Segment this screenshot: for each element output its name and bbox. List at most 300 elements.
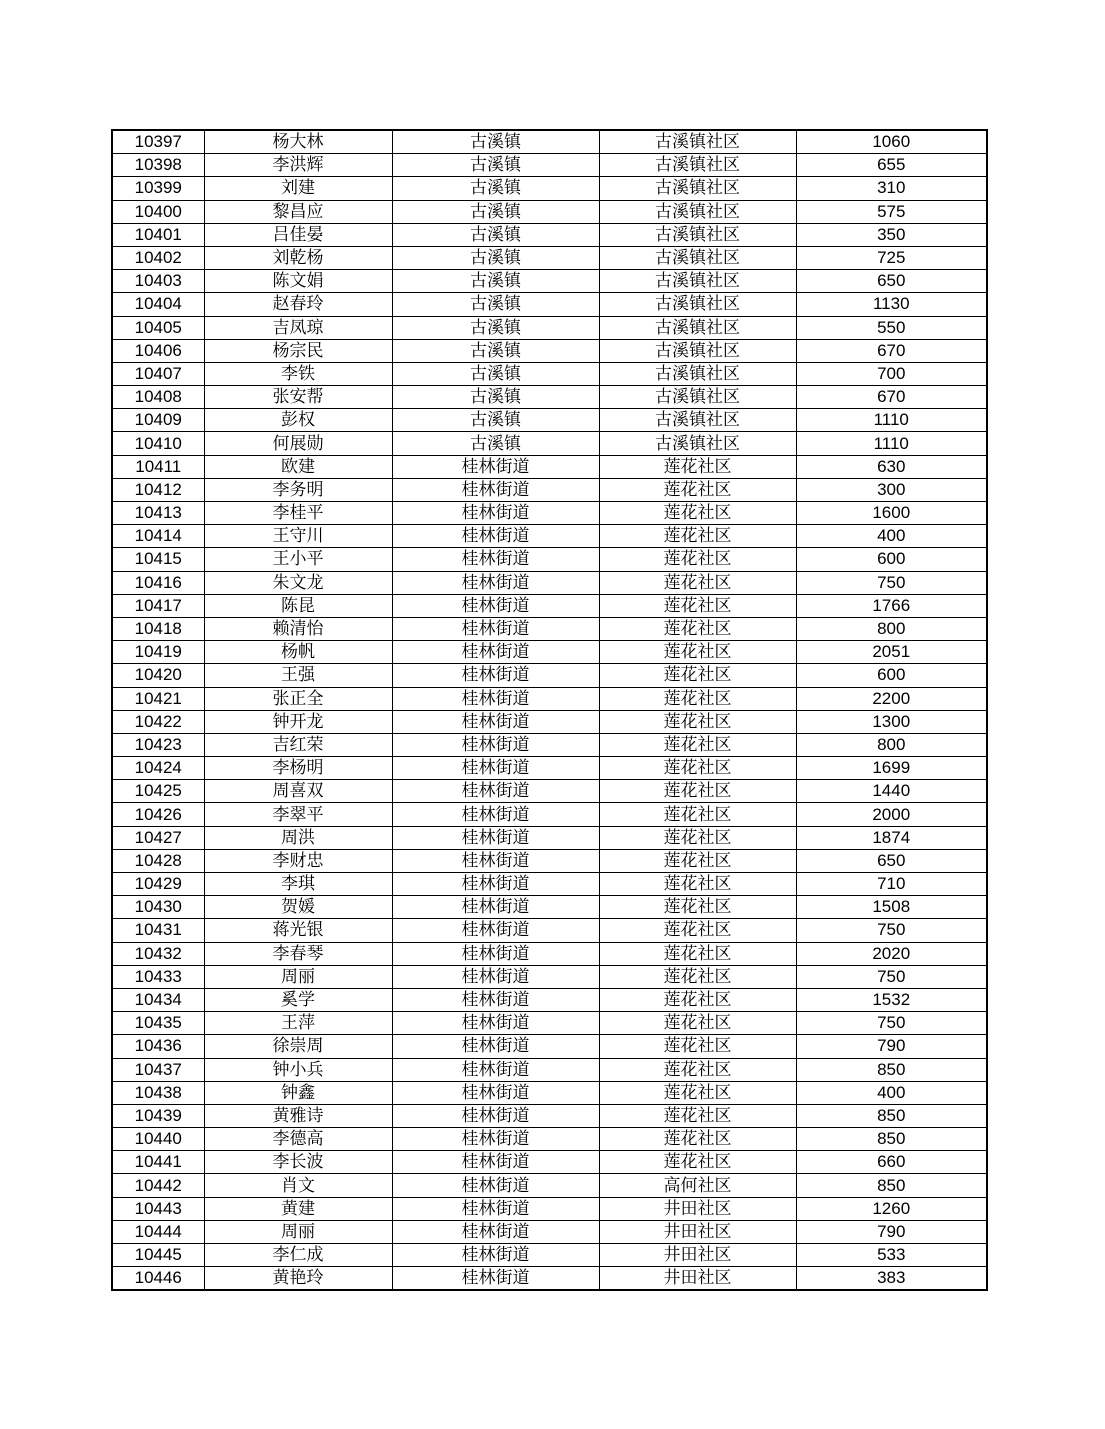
town-cell: 桂林街道 — [392, 1151, 599, 1174]
town-cell: 桂林街道 — [392, 1197, 599, 1220]
table-body — [112, 130, 987, 1290]
table-row — [112, 455, 987, 478]
amount-cell: 575 — [796, 200, 987, 223]
table-row — [112, 780, 987, 803]
id-cell: 10426 — [112, 803, 204, 826]
id-cell: 10406 — [112, 339, 204, 362]
name-cell: 赖清怡 — [204, 617, 392, 640]
table-row — [112, 942, 987, 965]
town-cell: 桂林街道 — [392, 919, 599, 942]
town-cell: 古溪镇 — [392, 386, 599, 409]
id-cell: 10428 — [112, 849, 204, 872]
community-cell: 莲花社区 — [599, 525, 796, 548]
name-cell: 李长波 — [204, 1151, 392, 1174]
name-cell: 奚学 — [204, 988, 392, 1011]
table-row — [112, 710, 987, 733]
name-cell: 李洪辉 — [204, 154, 392, 177]
name-cell: 陈昆 — [204, 594, 392, 617]
name-cell: 刘乾杨 — [204, 246, 392, 269]
town-cell: 桂林街道 — [392, 710, 599, 733]
name-cell: 何展勋 — [204, 432, 392, 455]
community-cell: 莲花社区 — [599, 757, 796, 780]
table-row — [112, 478, 987, 501]
amount-cell: 850 — [796, 1104, 987, 1127]
amount-cell: 850 — [796, 1128, 987, 1151]
id-cell: 10414 — [112, 525, 204, 548]
name-cell: 王强 — [204, 664, 392, 687]
amount-cell: 310 — [796, 177, 987, 200]
id-cell: 10400 — [112, 200, 204, 223]
name-cell: 李翠平 — [204, 803, 392, 826]
name-cell: 张正全 — [204, 687, 392, 710]
town-cell: 桂林街道 — [392, 1220, 599, 1243]
community-cell: 莲花社区 — [599, 873, 796, 896]
table-row — [112, 270, 987, 293]
town-cell: 桂林街道 — [392, 1012, 599, 1035]
id-cell: 10446 — [112, 1267, 204, 1291]
table-row — [112, 246, 987, 269]
town-cell: 桂林街道 — [392, 1104, 599, 1127]
name-cell: 李务明 — [204, 478, 392, 501]
table-row — [112, 594, 987, 617]
amount-cell: 400 — [796, 1081, 987, 1104]
community-cell: 莲花社区 — [599, 687, 796, 710]
community-cell: 莲花社区 — [599, 849, 796, 872]
id-cell: 10416 — [112, 571, 204, 594]
town-cell: 桂林街道 — [392, 502, 599, 525]
name-cell: 杨大林 — [204, 130, 392, 154]
id-cell: 10440 — [112, 1128, 204, 1151]
name-cell: 吉红荣 — [204, 733, 392, 756]
community-cell: 莲花社区 — [599, 1128, 796, 1151]
town-cell: 桂林街道 — [392, 617, 599, 640]
name-cell: 贺媛 — [204, 896, 392, 919]
table-row — [112, 548, 987, 571]
name-cell: 王小平 — [204, 548, 392, 571]
id-cell: 10423 — [112, 733, 204, 756]
table-row — [112, 362, 987, 385]
table-row — [112, 502, 987, 525]
community-cell: 莲花社区 — [599, 594, 796, 617]
name-cell: 黄雅诗 — [204, 1104, 392, 1127]
name-cell: 钟小兵 — [204, 1058, 392, 1081]
town-cell: 桂林街道 — [392, 757, 599, 780]
town-cell: 古溪镇 — [392, 316, 599, 339]
town-cell: 古溪镇 — [392, 177, 599, 200]
amount-cell: 800 — [796, 617, 987, 640]
amount-cell: 800 — [796, 733, 987, 756]
id-cell: 10415 — [112, 548, 204, 571]
community-cell: 莲花社区 — [599, 1104, 796, 1127]
table-row — [112, 386, 987, 409]
community-cell: 高何社区 — [599, 1174, 796, 1197]
id-cell: 10422 — [112, 710, 204, 733]
id-cell: 10443 — [112, 1197, 204, 1220]
table-row — [112, 200, 987, 223]
table-row — [112, 803, 987, 826]
town-cell: 桂林街道 — [392, 1058, 599, 1081]
id-cell: 10439 — [112, 1104, 204, 1127]
name-cell: 李杨明 — [204, 757, 392, 780]
table-row — [112, 130, 987, 154]
town-cell: 桂林街道 — [392, 525, 599, 548]
data-table — [111, 129, 988, 1291]
id-cell: 10430 — [112, 896, 204, 919]
amount-cell: 1766 — [796, 594, 987, 617]
community-cell: 莲花社区 — [599, 1035, 796, 1058]
community-cell: 莲花社区 — [599, 664, 796, 687]
table-row — [112, 733, 987, 756]
community-cell: 古溪镇社区 — [599, 200, 796, 223]
table-row — [112, 1081, 987, 1104]
name-cell: 赵春玲 — [204, 293, 392, 316]
community-cell: 莲花社区 — [599, 1151, 796, 1174]
name-cell: 李铁 — [204, 362, 392, 385]
town-cell: 桂林街道 — [392, 1035, 599, 1058]
town-cell: 桂林街道 — [392, 942, 599, 965]
town-cell: 古溪镇 — [392, 200, 599, 223]
id-cell: 10399 — [112, 177, 204, 200]
name-cell: 吉凤琼 — [204, 316, 392, 339]
id-cell: 10405 — [112, 316, 204, 339]
amount-cell: 383 — [796, 1267, 987, 1291]
id-cell: 10431 — [112, 919, 204, 942]
id-cell: 10434 — [112, 988, 204, 1011]
table-row — [112, 1104, 987, 1127]
community-cell: 古溪镇社区 — [599, 339, 796, 362]
community-cell: 井田社区 — [599, 1244, 796, 1267]
id-cell: 10398 — [112, 154, 204, 177]
amount-cell: 600 — [796, 548, 987, 571]
table-row — [112, 1012, 987, 1035]
table-row — [112, 1197, 987, 1220]
amount-cell: 750 — [796, 1012, 987, 1035]
name-cell: 黄建 — [204, 1197, 392, 1220]
table-row — [112, 571, 987, 594]
name-cell: 周丽 — [204, 1220, 392, 1243]
community-cell: 莲花社区 — [599, 455, 796, 478]
town-cell: 古溪镇 — [392, 409, 599, 432]
town-cell: 桂林街道 — [392, 641, 599, 664]
town-cell: 桂林街道 — [392, 478, 599, 501]
community-cell: 古溪镇社区 — [599, 154, 796, 177]
town-cell: 古溪镇 — [392, 154, 599, 177]
table-row — [112, 873, 987, 896]
name-cell: 张安帮 — [204, 386, 392, 409]
community-cell: 古溪镇社区 — [599, 409, 796, 432]
name-cell: 周洪 — [204, 826, 392, 849]
town-cell: 古溪镇 — [392, 246, 599, 269]
id-cell: 10410 — [112, 432, 204, 455]
table-row — [112, 849, 987, 872]
town-cell: 古溪镇 — [392, 130, 599, 154]
town-cell: 桂林街道 — [392, 1128, 599, 1151]
community-cell: 古溪镇社区 — [599, 223, 796, 246]
name-cell: 钟开龙 — [204, 710, 392, 733]
town-cell: 古溪镇 — [392, 293, 599, 316]
id-cell: 10403 — [112, 270, 204, 293]
name-cell: 钟鑫 — [204, 1081, 392, 1104]
town-cell: 桂林街道 — [392, 687, 599, 710]
community-cell: 莲花社区 — [599, 1058, 796, 1081]
id-cell: 10442 — [112, 1174, 204, 1197]
table-row — [112, 919, 987, 942]
id-cell: 10421 — [112, 687, 204, 710]
amount-cell: 1130 — [796, 293, 987, 316]
community-cell: 莲花社区 — [599, 548, 796, 571]
amount-cell: 1532 — [796, 988, 987, 1011]
id-cell: 10437 — [112, 1058, 204, 1081]
name-cell: 欧建 — [204, 455, 392, 478]
amount-cell: 1060 — [796, 130, 987, 154]
community-cell: 莲花社区 — [599, 826, 796, 849]
table-row — [112, 1128, 987, 1151]
amount-cell: 600 — [796, 664, 987, 687]
amount-cell: 533 — [796, 1244, 987, 1267]
community-cell: 莲花社区 — [599, 1081, 796, 1104]
table-row — [112, 154, 987, 177]
town-cell: 桂林街道 — [392, 664, 599, 687]
amount-cell: 1874 — [796, 826, 987, 849]
town-cell: 桂林街道 — [392, 733, 599, 756]
amount-cell: 700 — [796, 362, 987, 385]
community-cell: 莲花社区 — [599, 965, 796, 988]
town-cell: 古溪镇 — [392, 270, 599, 293]
town-cell: 桂林街道 — [392, 594, 599, 617]
amount-cell: 630 — [796, 455, 987, 478]
community-cell: 井田社区 — [599, 1220, 796, 1243]
town-cell: 桂林街道 — [392, 1267, 599, 1291]
community-cell: 莲花社区 — [599, 896, 796, 919]
amount-cell: 1508 — [796, 896, 987, 919]
town-cell: 桂林街道 — [392, 1081, 599, 1104]
id-cell: 10408 — [112, 386, 204, 409]
amount-cell: 350 — [796, 223, 987, 246]
town-cell: 桂林街道 — [392, 849, 599, 872]
table-row — [112, 293, 987, 316]
id-cell: 10432 — [112, 942, 204, 965]
amount-cell: 670 — [796, 339, 987, 362]
amount-cell: 670 — [796, 386, 987, 409]
town-cell: 桂林街道 — [392, 896, 599, 919]
amount-cell: 2000 — [796, 803, 987, 826]
town-cell: 桂林街道 — [392, 965, 599, 988]
amount-cell: 790 — [796, 1035, 987, 1058]
name-cell: 徐崇周 — [204, 1035, 392, 1058]
amount-cell: 655 — [796, 154, 987, 177]
amount-cell: 850 — [796, 1058, 987, 1081]
community-cell: 莲花社区 — [599, 988, 796, 1011]
amount-cell: 750 — [796, 919, 987, 942]
community-cell: 莲花社区 — [599, 641, 796, 664]
name-cell: 王萍 — [204, 1012, 392, 1035]
community-cell: 古溪镇社区 — [599, 316, 796, 339]
table-row — [112, 965, 987, 988]
name-cell: 李桂平 — [204, 502, 392, 525]
name-cell: 蒋光银 — [204, 919, 392, 942]
community-cell: 莲花社区 — [599, 780, 796, 803]
id-cell: 10401 — [112, 223, 204, 246]
id-cell: 10445 — [112, 1244, 204, 1267]
community-cell: 莲花社区 — [599, 478, 796, 501]
amount-cell: 1260 — [796, 1197, 987, 1220]
amount-cell: 1440 — [796, 780, 987, 803]
table-row — [112, 409, 987, 432]
amount-cell: 850 — [796, 1174, 987, 1197]
name-cell: 李春琴 — [204, 942, 392, 965]
table-row — [112, 617, 987, 640]
name-cell: 刘建 — [204, 177, 392, 200]
table-row — [112, 1267, 987, 1291]
amount-cell: 1300 — [796, 710, 987, 733]
id-cell: 10413 — [112, 502, 204, 525]
table-row — [112, 664, 987, 687]
id-cell: 10424 — [112, 757, 204, 780]
community-cell: 古溪镇社区 — [599, 246, 796, 269]
id-cell: 10412 — [112, 478, 204, 501]
table-row — [112, 316, 987, 339]
table-row — [112, 1035, 987, 1058]
table-row — [112, 1058, 987, 1081]
town-cell: 古溪镇 — [392, 339, 599, 362]
table-row — [112, 1151, 987, 1174]
community-cell: 莲花社区 — [599, 1012, 796, 1035]
town-cell: 古溪镇 — [392, 223, 599, 246]
community-cell: 莲花社区 — [599, 571, 796, 594]
id-cell: 10407 — [112, 362, 204, 385]
name-cell: 陈文娟 — [204, 270, 392, 293]
table-row — [112, 896, 987, 919]
id-cell: 10425 — [112, 780, 204, 803]
community-cell: 井田社区 — [599, 1267, 796, 1291]
amount-cell: 300 — [796, 478, 987, 501]
town-cell: 桂林街道 — [392, 988, 599, 1011]
id-cell: 10433 — [112, 965, 204, 988]
id-cell: 10435 — [112, 1012, 204, 1035]
id-cell: 10427 — [112, 826, 204, 849]
table-row — [112, 757, 987, 780]
id-cell: 10409 — [112, 409, 204, 432]
amount-cell: 750 — [796, 571, 987, 594]
amount-cell: 750 — [796, 965, 987, 988]
amount-cell: 650 — [796, 270, 987, 293]
amount-cell: 1600 — [796, 502, 987, 525]
community-cell: 古溪镇社区 — [599, 177, 796, 200]
amount-cell: 2200 — [796, 687, 987, 710]
town-cell: 桂林街道 — [392, 873, 599, 896]
community-cell: 莲花社区 — [599, 919, 796, 942]
town-cell: 古溪镇 — [392, 432, 599, 455]
town-cell: 桂林街道 — [392, 1174, 599, 1197]
name-cell: 杨宗民 — [204, 339, 392, 362]
amount-cell: 710 — [796, 873, 987, 896]
name-cell: 王守川 — [204, 525, 392, 548]
name-cell: 李德高 — [204, 1128, 392, 1151]
id-cell: 10420 — [112, 664, 204, 687]
amount-cell: 1110 — [796, 409, 987, 432]
town-cell: 桂林街道 — [392, 571, 599, 594]
community-cell: 莲花社区 — [599, 803, 796, 826]
amount-cell: 660 — [796, 1151, 987, 1174]
id-cell: 10404 — [112, 293, 204, 316]
table-row — [112, 177, 987, 200]
amount-cell: 2020 — [796, 942, 987, 965]
town-cell: 古溪镇 — [392, 362, 599, 385]
name-cell: 黄艳玲 — [204, 1267, 392, 1291]
id-cell: 10411 — [112, 455, 204, 478]
table-row — [112, 988, 987, 1011]
community-cell: 井田社区 — [599, 1197, 796, 1220]
amount-cell: 725 — [796, 246, 987, 269]
id-cell: 10441 — [112, 1151, 204, 1174]
table-row — [112, 432, 987, 455]
community-cell: 莲花社区 — [599, 502, 796, 525]
community-cell: 古溪镇社区 — [599, 130, 796, 154]
name-cell: 朱文龙 — [204, 571, 392, 594]
community-cell: 古溪镇社区 — [599, 432, 796, 455]
name-cell: 李琪 — [204, 873, 392, 896]
community-cell: 莲花社区 — [599, 733, 796, 756]
table-row — [112, 1174, 987, 1197]
id-cell: 10402 — [112, 246, 204, 269]
amount-cell: 550 — [796, 316, 987, 339]
community-cell: 莲花社区 — [599, 710, 796, 733]
community-cell: 古溪镇社区 — [599, 362, 796, 385]
amount-cell: 1699 — [796, 757, 987, 780]
id-cell: 10418 — [112, 617, 204, 640]
amount-cell: 1110 — [796, 432, 987, 455]
name-cell: 黎昌应 — [204, 200, 392, 223]
id-cell: 10429 — [112, 873, 204, 896]
table-row — [112, 641, 987, 664]
table-row — [112, 687, 987, 710]
name-cell: 李仁成 — [204, 1244, 392, 1267]
id-cell: 10438 — [112, 1081, 204, 1104]
table-row — [112, 223, 987, 246]
name-cell: 肖文 — [204, 1174, 392, 1197]
town-cell: 桂林街道 — [392, 780, 599, 803]
name-cell: 周喜双 — [204, 780, 392, 803]
community-cell: 古溪镇社区 — [599, 386, 796, 409]
town-cell: 桂林街道 — [392, 803, 599, 826]
town-cell: 桂林街道 — [392, 1244, 599, 1267]
community-cell: 古溪镇社区 — [599, 293, 796, 316]
community-cell: 古溪镇社区 — [599, 270, 796, 293]
id-cell: 10444 — [112, 1220, 204, 1243]
name-cell: 彭权 — [204, 409, 392, 432]
name-cell: 周丽 — [204, 965, 392, 988]
name-cell: 杨帆 — [204, 641, 392, 664]
table-row — [112, 1220, 987, 1243]
id-cell: 10419 — [112, 641, 204, 664]
amount-cell: 790 — [796, 1220, 987, 1243]
community-cell: 莲花社区 — [599, 617, 796, 640]
table-row — [112, 525, 987, 548]
name-cell: 吕佳晏 — [204, 223, 392, 246]
id-cell: 10436 — [112, 1035, 204, 1058]
id-cell: 10417 — [112, 594, 204, 617]
id-cell: 10397 — [112, 130, 204, 154]
town-cell: 桂林街道 — [392, 826, 599, 849]
amount-cell: 2051 — [796, 641, 987, 664]
amount-cell: 400 — [796, 525, 987, 548]
name-cell: 李财忠 — [204, 849, 392, 872]
table-row — [112, 826, 987, 849]
table-row — [112, 1244, 987, 1267]
table-row — [112, 339, 987, 362]
amount-cell: 650 — [796, 849, 987, 872]
town-cell: 桂林街道 — [392, 548, 599, 571]
